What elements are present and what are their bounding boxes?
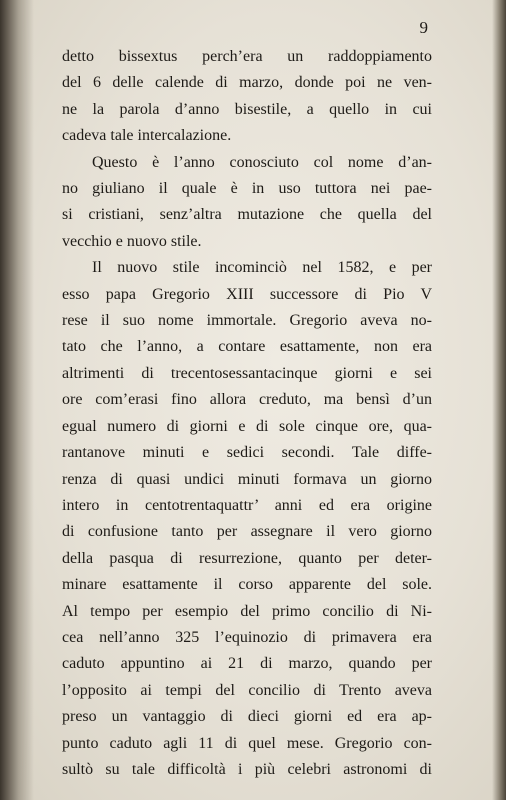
text-line: Al tempo per esempio del primo concilio di Ni- [62, 602, 432, 620]
text-line: punto caduto agli 11 di quel mese. Gregorio con- [62, 734, 432, 752]
text-line: Il nuovo stile incominciò nel 1582, e per [92, 259, 432, 277]
page-number: 9 [419, 18, 428, 37]
text-line: rese il suo nome immortale. Gregorio aveva no- [62, 312, 432, 330]
text-line: preso un vantaggio di dieci giorni ed era ap- [62, 708, 432, 726]
binding-shadow [0, 0, 34, 800]
text-line: Questo è l’anno conosciuto col nome d’an- [92, 153, 432, 171]
text-line: ore com’erasi fino allora creduto, ma bensì d’un [62, 391, 432, 409]
text-line: l’opposito ai tempi del concilio di Trento aveva [62, 681, 432, 699]
text-line: esso papa Gregorio XIII successore di Pio V [62, 285, 432, 303]
text-line: renza di quasi undici minuti formava un giorno [62, 470, 432, 488]
body-text [62, 44, 432, 783]
text-line: vecchio e nuovo stile. [62, 232, 202, 250]
text-line: si cristiani, senz’altra mutazione che quella del [62, 206, 432, 224]
text-line: rantanove minuti e sedici secondi. Tale diffe- [62, 444, 432, 462]
text-line: tato che l’anno, a contare esattamente, non era [62, 338, 432, 356]
text-line: sultò su tale difficoltà i più celebri astronomi di [62, 760, 432, 778]
text-line: cadeva tale intercalazione. [62, 127, 232, 145]
text-line: altrimenti di trecentosessantacinque giorni e sei [62, 364, 432, 382]
text-line: di confusione tanto per assegnare il vero giorno [62, 523, 432, 541]
text-line: caduto appuntino ai 21 di marzo, quando per [62, 655, 432, 673]
text-line: intero in centotrentaquattr’ anni ed era origine [62, 496, 432, 514]
text-line: no giuliano il quale è in uso tuttora nei pae- [62, 180, 432, 198]
page-edge [492, 0, 506, 800]
text-line: egual numero di giorni e di sole cinque ore, qua- [62, 417, 432, 435]
text-line: della pasqua di resurrezione, quanto per deter- [62, 549, 432, 567]
text-line: minare esattamente il corso apparente del sole. [62, 576, 432, 594]
text-line: cea nell’anno 325 l’equinozio di primavera era [62, 628, 432, 646]
text-line: ne la parola d’anno bisestile, a quello in cui [62, 100, 432, 118]
text-line: detto bissextus perch’era un raddoppiamento [62, 48, 432, 65]
text-line: del 6 delle calende di marzo, donde poi ne ven- [62, 74, 432, 92]
